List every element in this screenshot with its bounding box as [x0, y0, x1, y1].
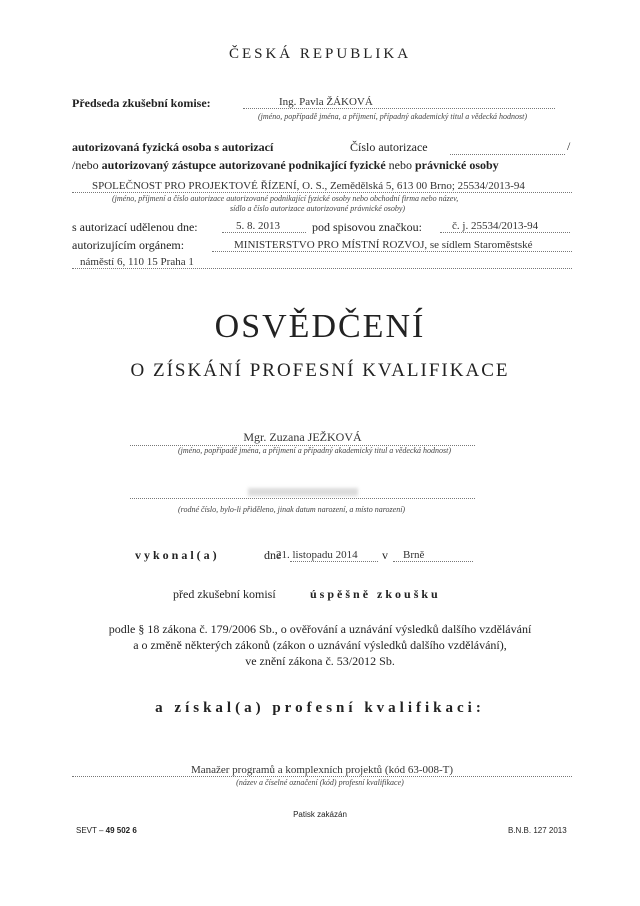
representative-label: autorizovaný zástupce autorizované podnikající fyzické [101, 158, 386, 172]
certificate-title: OSVĚDČENÍ [214, 308, 426, 345]
company-note-2: sídlo a číslo autorizace autorizované právnické osoby) [230, 204, 406, 213]
authority-label: autorizujícím orgánem: [72, 238, 185, 252]
in-label: v [382, 548, 388, 562]
qualification-note: (název a číselné označení (kód) profesní kvalifikace) [236, 778, 404, 787]
holder-name-note: (jméno, popřípadě jména, a příjmení a případný akademický titul a vědecká hodnost) [178, 446, 452, 455]
exam-result: úspěšně zkoušku [310, 587, 441, 601]
birth-redacted [248, 488, 358, 496]
performed-label: vykonal(a) [135, 548, 220, 562]
or-word: nebo [388, 158, 412, 172]
authorized-person-label: autorizovaná fyzická osoba s autorizací [72, 140, 274, 154]
footer-right: B.N.B. 127 2013 [508, 826, 567, 835]
exam-date: 21. listopadu 2014 [290, 549, 378, 562]
authority-line-1: MINISTERSTVO PRO MÍSTNÍ ROZVOJ, se sídlem Staroměstské [212, 239, 572, 252]
law-line-1: podle § 18 zákona č. 179/2006 Sb., o ověřování a uznávání výsledků dalšího vzdělávání [108, 622, 532, 636]
birth-note: (rodné číslo, bylo-li přiděleno, jinak datum narození, a místo narození) [178, 505, 406, 514]
law-line-2: a o změně některých zákonů (zákon o uznávání výsledků dalšího vzdělávání), [133, 638, 507, 652]
commission-note: (jméno, popřípadě jména, a příjmení, případný akademický titul a vědecká hodnost) [258, 112, 528, 121]
qualification-heading: a získal(a) profesní kvalifikaci: [155, 700, 485, 716]
authority-line-2: náměstí 6, 110 15 Praha 1 [72, 256, 572, 269]
legal-person-label: právnické osoby [414, 158, 499, 172]
granted-date: 5. 8. 2013 [222, 220, 306, 233]
or-prefix: /nebo [72, 158, 99, 172]
reprint-notice: Patisk zakázán [293, 810, 347, 819]
authorization-slash: / [567, 139, 571, 153]
representative-line [72, 158, 499, 173]
commission-name: Ing. Pavla ŽÁKOVÁ [243, 96, 555, 109]
holder-name: Mgr. Zuzana JEŽKOVÁ [130, 430, 475, 446]
file-number: č. j. 25534/2013-94 [440, 220, 570, 233]
company-note-1: (jméno, příjmení a číslo autorizace autorizované podnikající fyzické osoby nebo obchodní firma nebo název, [112, 194, 459, 203]
granted-label: s autorizací udělenou dne: [72, 220, 198, 234]
country-heading: ČESKÁ REPUBLIKA [228, 46, 412, 62]
footer-code: SEVT – [76, 826, 104, 835]
authorization-number-label: Číslo autorizace [350, 140, 428, 154]
authorization-number-field [450, 140, 565, 155]
birth-field [130, 486, 475, 499]
on-label: dne [264, 548, 282, 562]
before-commission-label: před zkušební komisí [173, 587, 276, 601]
certificate-subtitle: O ZÍSKÁNÍ PROFESNÍ KVALIFIKACE [130, 360, 510, 381]
law-line-3: ve znění zákona č. 53/2012 Sb. [245, 654, 395, 668]
file-label: pod spisovou značkou: [312, 220, 422, 234]
footer-left [76, 826, 137, 835]
qualification-name: Manažer programů a komplexních projektů (kód 63-008-T) [72, 764, 572, 777]
exam-place: Brně [393, 549, 473, 562]
company-field: SPOLEČNOST PRO PROJEKTOVÉ ŘÍZENÍ, O. S., Zemědělská 5, 613 00 Brno; 25534/2013-94 [72, 180, 572, 193]
commission-label: Předseda zkušební komise: [72, 96, 211, 110]
footer-number: 49 502 6 [105, 826, 137, 835]
